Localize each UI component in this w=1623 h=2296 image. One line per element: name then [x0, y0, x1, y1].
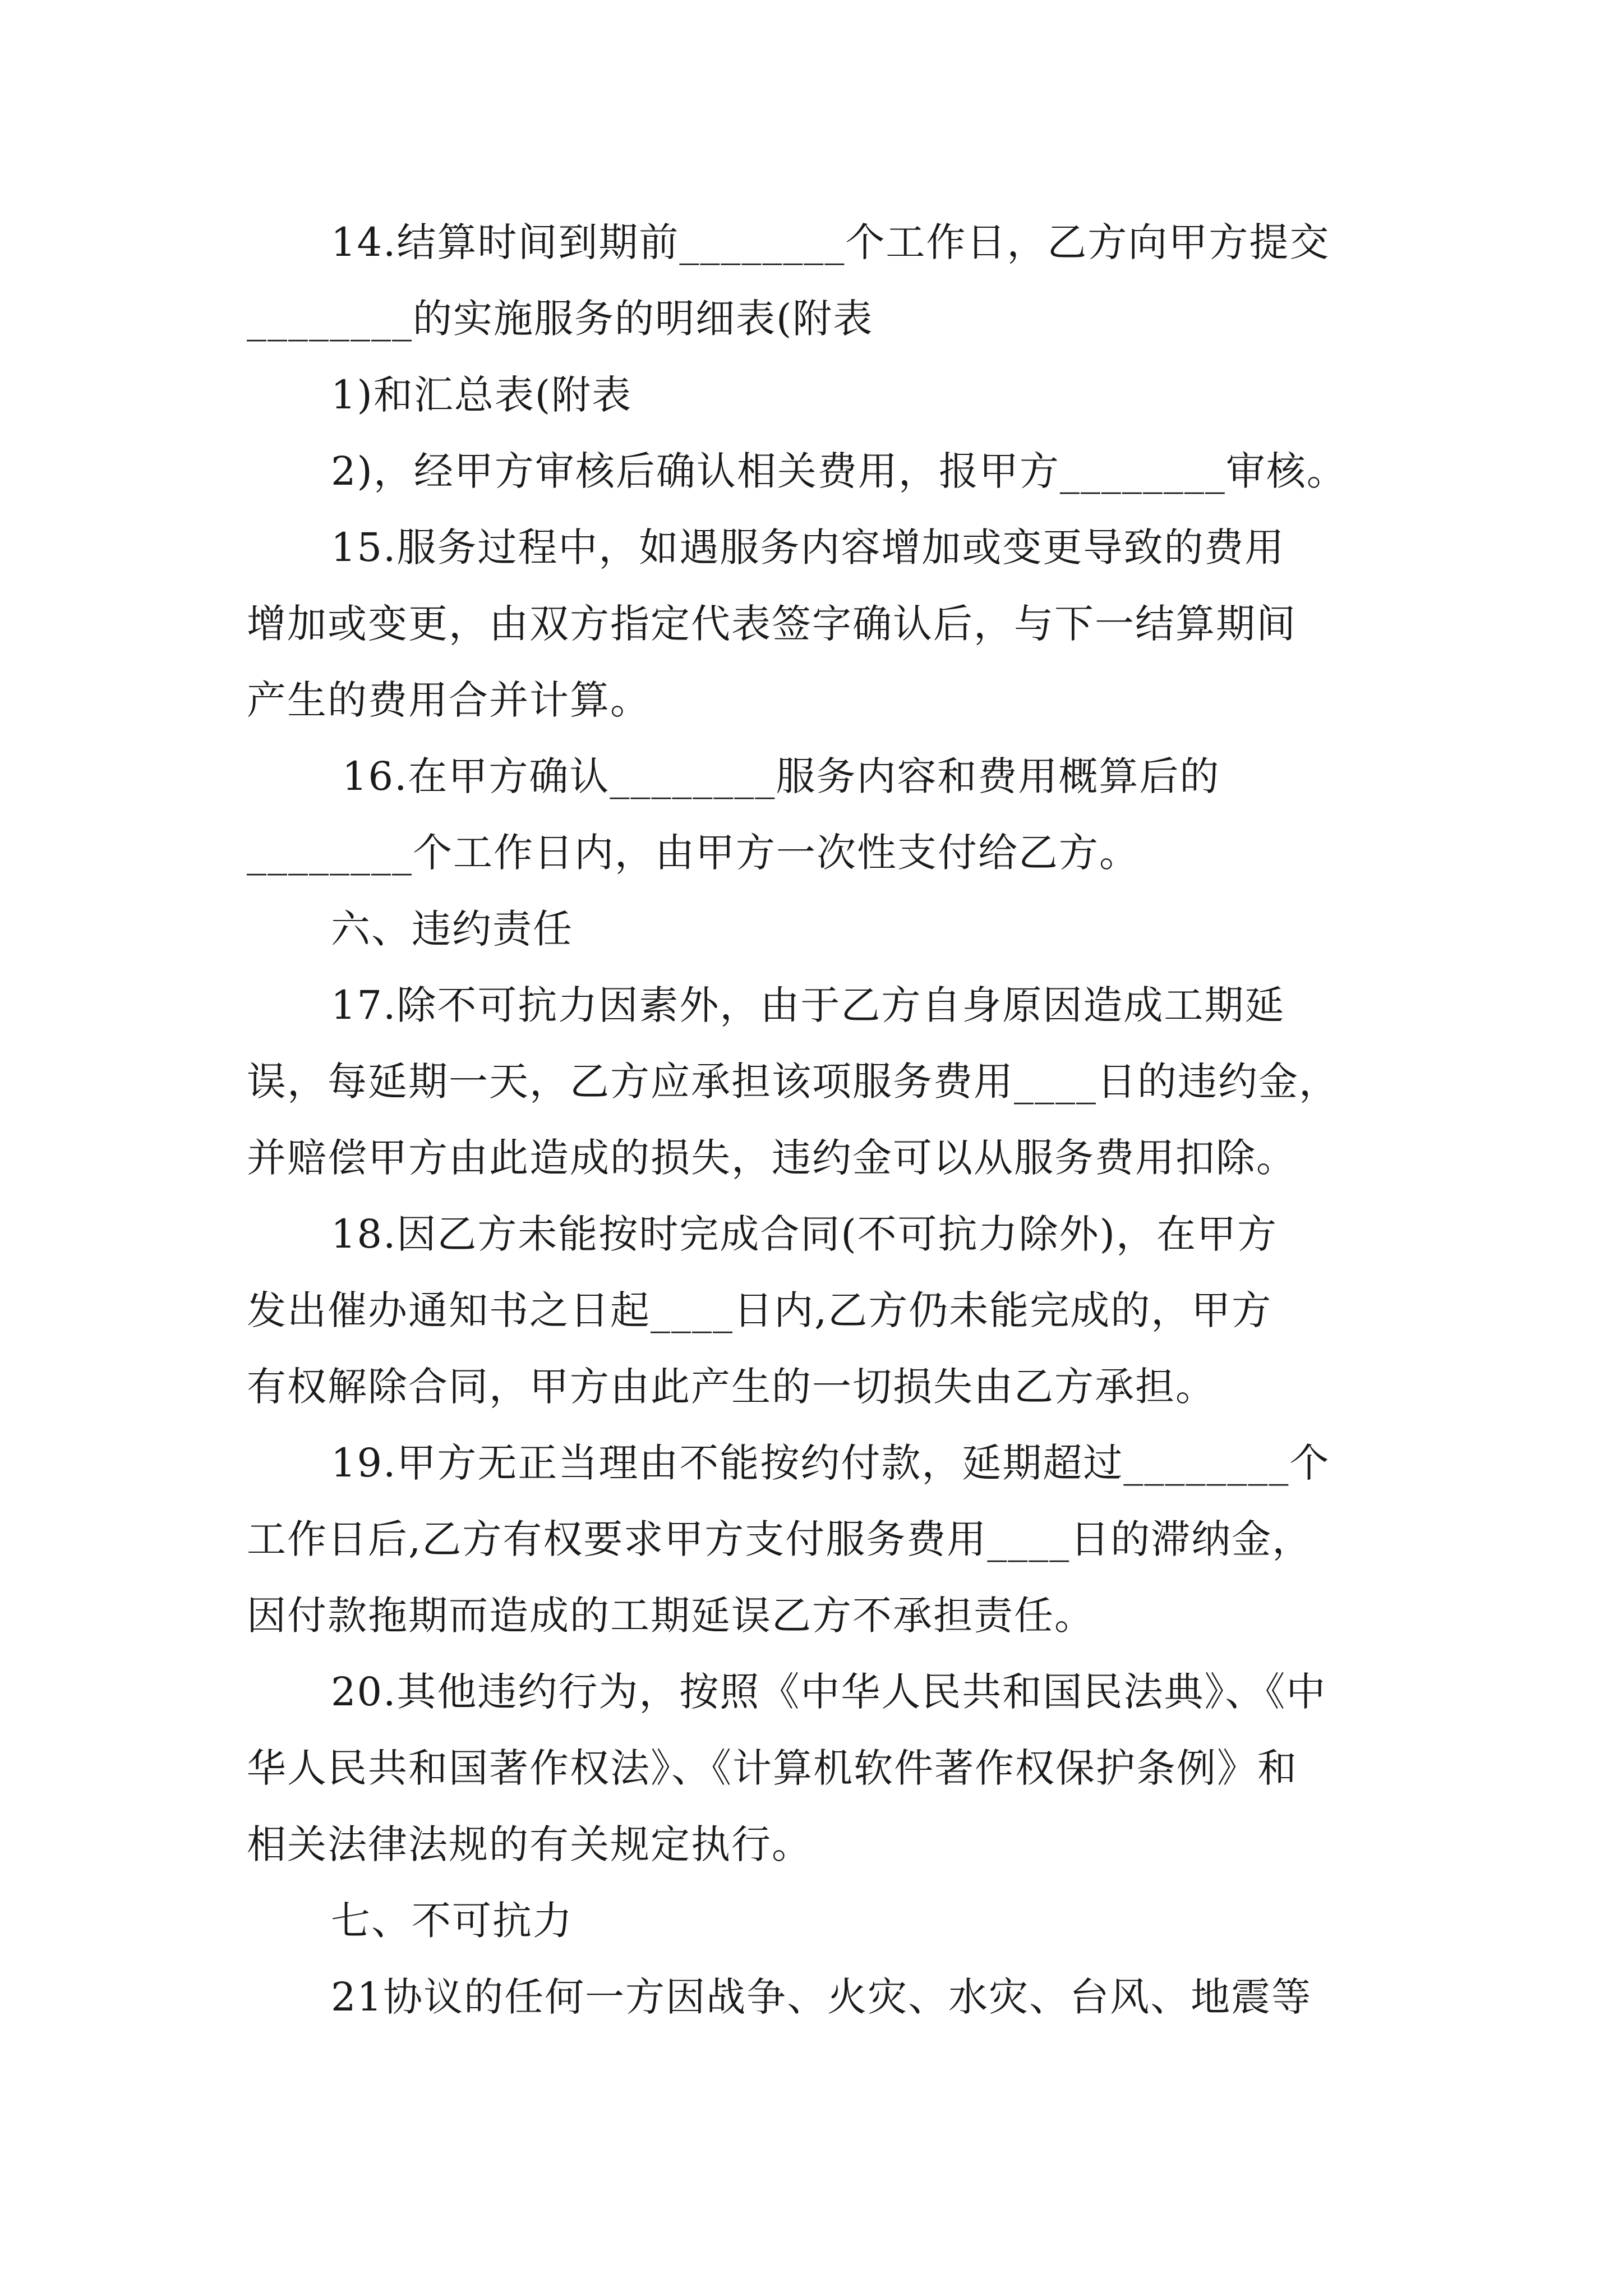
text-line: 有权解除合同，甲方由此产生的一切损失由乙方承担。	[247, 1364, 1216, 1410]
text-line: 18.因乙方未能按时完成合同(不可抗力除外)，在甲方	[331, 1211, 1278, 1257]
section-heading: 七、不可抗力	[331, 1898, 573, 1944]
text-line: ________的实施服务的明细表(附表	[247, 296, 874, 342]
text-line: 21协议的任何一方因战争、火灾、水灾、台风、地震等	[331, 1974, 1312, 2020]
text-line: 16.在甲方确认________服务内容和费用概算后的	[342, 753, 1220, 799]
text-line: 15.服务过程中，如遇服务内容增加或变更导致的费用	[331, 524, 1285, 570]
text-line: 工作日后,乙方有权要求甲方支付服务费用____日的滞纳金，	[247, 1516, 1313, 1562]
text-line: 19.甲方无正当理由不能按约付款，延期超过________个	[331, 1440, 1330, 1486]
text-line: 产生的费用合并计算。	[247, 677, 651, 723]
text-line: 17.除不可抗力因素外，由于乙方自身原因造成工期延	[331, 982, 1285, 1028]
text-line: 相关法律法规的有关规定执行。	[247, 1821, 812, 1867]
text-line: 华人民共和国著作权法》、《计算机软件著作权保护条例》和	[247, 1745, 1298, 1791]
text-line: 发出催办通知书之日起____日内,乙方仍未能完成的，甲方	[247, 1287, 1272, 1333]
section-heading: 六、违约责任	[331, 906, 573, 952]
text-line: 14.结算时间到期前________个工作日，乙方向甲方提交	[331, 219, 1330, 265]
text-line: 误，每延期一天，乙方应承担该项服务费用____日的违约金，	[247, 1059, 1339, 1105]
text-line: 因付款拖期而造成的工期延误乙方不承担责任。	[247, 1593, 1095, 1639]
text-line: ________个工作日内，由甲方一次性支付给乙方。	[247, 830, 1140, 876]
text-line: 并赔偿甲方由此造成的损失，违约金可以从服务费用扣除。	[247, 1135, 1297, 1181]
text-line: 20.其他违约行为，按照《中华人民共和国民法典》、《中	[331, 1669, 1327, 1715]
text-line: 增加或变更，由双方指定代表签字确认后，与下一结算期间	[247, 601, 1297, 647]
text-line: 1)和汇总表(附表	[331, 372, 633, 418]
text-line: 2)，经甲方审核后确认相关费用，报甲方________审核。	[331, 448, 1347, 494]
